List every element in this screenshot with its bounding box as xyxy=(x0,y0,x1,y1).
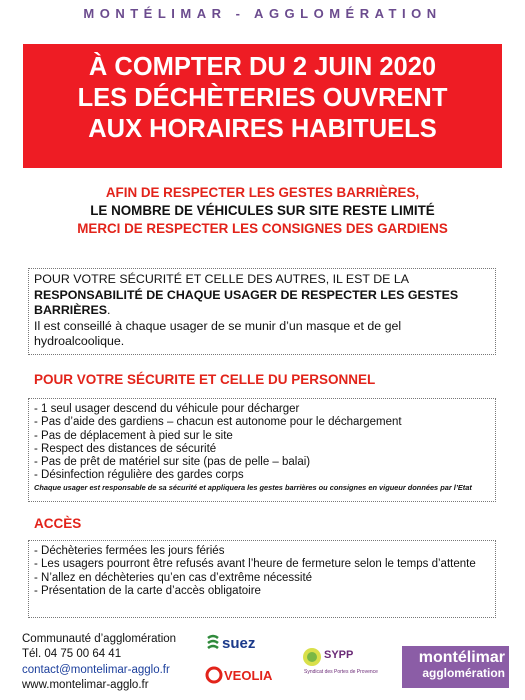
contact-email-link[interactable]: contact@montelimar-agglo.fr xyxy=(22,663,170,676)
intro-text-2-end: . xyxy=(106,303,111,317)
warning-message xyxy=(0,184,525,238)
sypp-logo-name: SYPP xyxy=(324,649,354,661)
access-item: - Déchèteries fermées les jours fériés xyxy=(34,545,225,557)
suez-logo xyxy=(205,632,263,658)
safety-item: - Pas de prêt de matériel sur site (pas de pelle – balai) xyxy=(34,456,311,469)
access-box xyxy=(28,540,496,618)
veolia-logo-text: VEOLIA xyxy=(224,668,273,683)
safety-item: - 1 seul usager descend du véhicule pour décharger xyxy=(34,403,300,415)
safety-list xyxy=(34,403,490,483)
veolia-logo xyxy=(205,664,273,686)
safety-item: - Respect des distances de sécurité xyxy=(34,442,217,455)
safety-title: POUR VOTRE SÉCURITE ET CELLE DU PERSONNEL xyxy=(34,372,376,387)
sypp-logo-subtitle: Syndicat des Portes de Provence xyxy=(304,669,378,675)
access-title: ACCÈS xyxy=(34,516,82,531)
safety-box xyxy=(28,398,496,502)
intro-text-3: Il est conseillé à chaque usager de se munir d’un masque et de gel hydroalcoolique. xyxy=(34,318,402,348)
access-item: - N’allez en déchèteries qu’en cas d’extrême nécessité xyxy=(34,571,313,584)
sypp-mark-icon xyxy=(302,643,382,681)
suez-mark-icon xyxy=(205,632,263,658)
sypp-logo xyxy=(302,643,382,681)
veolia-mark-icon xyxy=(205,664,273,686)
warning-line-2: LE NOMBRE DE VÉHICULES SUR SITE RESTE LIMITÉ xyxy=(90,203,435,218)
warning-line-1: AFIN DE RESPECTER LES GESTES BARRIÈRES, xyxy=(105,185,420,200)
warning-line-3: MERCI DE RESPECTER LES CONSIGNES DES GARDIENS xyxy=(77,221,448,236)
contact-website-link[interactable]: www.montelimar-agglo.fr xyxy=(22,678,149,691)
contact-name: Communauté d’agglomération xyxy=(22,633,177,645)
intro-box xyxy=(28,268,496,355)
access-list xyxy=(34,545,490,598)
access-item: - Les usagers pourront être refusés avant l’heure de fermeture selon le temps d’attente xyxy=(34,558,476,571)
safety-note: Chaque usager est responsable de sa sécurité et appliquera les gestes barrières ou consignes en vigueur données par l’Etat xyxy=(34,482,472,492)
intro-text-2: RESPONSABILITÉ DE CHAQUE USAGER DE RESPECTER LES GESTES BARRIÈRES xyxy=(34,287,459,317)
safety-item: - Pas d’aide des gardiens – chacun est autonome pour le déchargement xyxy=(34,416,402,429)
monte-logo-line-1: montélimar xyxy=(418,649,505,666)
banner-line-1: À COMPTER DU 2 JUIN 2020 xyxy=(88,53,437,81)
contact-block xyxy=(22,632,176,693)
safety-item: - Désinfection régulière des gardes corps xyxy=(34,469,244,482)
page-header: MONTÉLIMAR - AGGLOMÉRATION xyxy=(83,6,442,21)
contact-phone: Tél. 04 75 00 64 41 xyxy=(22,648,122,661)
banner-line-2: LES DÉCHÈTERIES OUVRENT xyxy=(77,84,448,112)
montelimar-agglo-logo xyxy=(402,646,509,688)
intro-text-1: POUR VOTRE SÉCURITÉ ET CELLE DES AUTRES, IL EST DE LA xyxy=(34,272,409,286)
access-item: - Présentation de la carte d’accès obligatoire xyxy=(34,584,261,597)
monte-logo-line-2: agglomération xyxy=(422,666,505,680)
announcement-banner xyxy=(23,44,502,168)
banner-line-3: AUX HORAIRES HABITUELS xyxy=(88,115,437,143)
suez-logo-text: suez xyxy=(222,635,256,652)
safety-item: - Pas de déplacement à pied sur le site xyxy=(34,429,233,442)
